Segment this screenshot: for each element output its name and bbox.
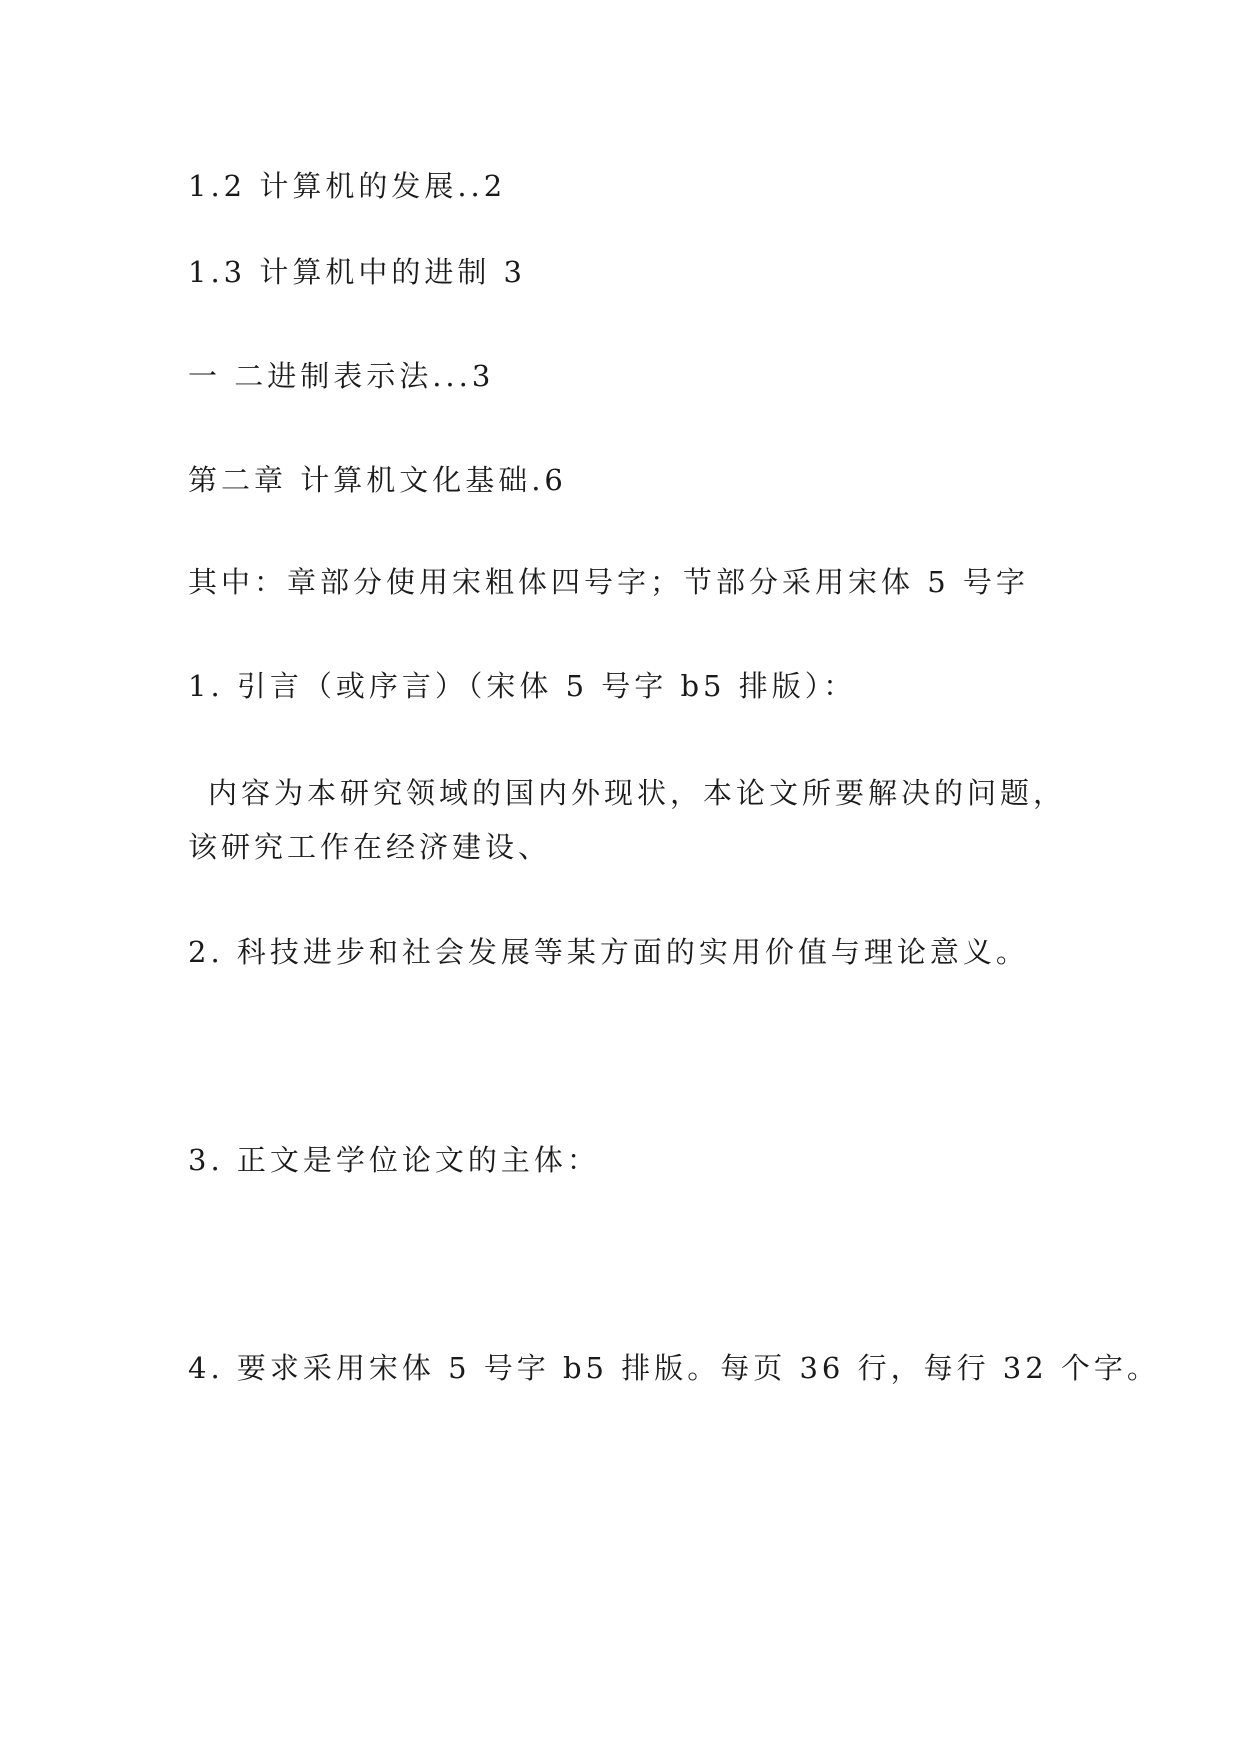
format-note: 其中：章部分使用宋粗体四号字；节部分采用宋体 5 号字 [188,565,1029,599]
toc-entry-binary: 一 二进制表示法...3 [188,359,495,393]
item-3: 3. 正文是学位论文的主体： [188,1143,600,1177]
toc-entry-1-3: 1.3 计算机中的进制 3 [188,255,527,289]
item-4: 4. 要求采用宋体 5 号字 b5 排版。每页 36 行，每行 32 个字。 [188,1351,1160,1385]
item-1-body-line-1: 内容为本研究领域的国内外现状，本论文所要解决的问题， [208,776,1067,810]
item-1-body [188,766,1108,874]
item-1-heading: 1. 引言（或序言）（宋体 5 号字 b5 排版）： [188,669,857,703]
toc-entry-1-2: 1.2 计算机的发展..2 [188,169,507,203]
item-2: 2. 科技进步和社会发展等某方面的实用价值与理论意义。 [188,935,1029,969]
toc-entry-chapter-2: 第二章 计算机文化基础.6 [188,463,567,497]
item-1-body-line-2: 该研究工作在经济建设、 [188,830,552,864]
